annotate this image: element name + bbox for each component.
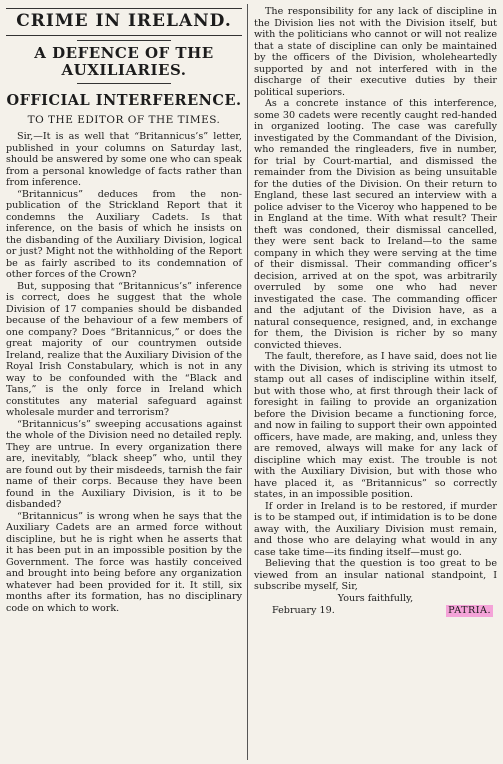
short-rule [77, 40, 171, 41]
short-rule [77, 83, 171, 84]
paragraph: The fault, therefore, as I have said, does not lie with the Division, which is striving its utmost to stamp out all cases of indiscipline within itself, but with those who, at first through their lack of foresight in failing to provide an organization before the Division became a functioning force, and now in failing to support their own appointed officers, have made, are making, and, unless they are removed, always will make for any lack of discipline which may exist. The trouble is not with the Auxiliary Division, but with those who have placed it, as “Britannicus” so correctly states, in an impossible position. [254, 351, 497, 500]
section-heading: OFFICIAL INTERFERENCE. [6, 92, 242, 109]
headline: CRIME IN IRELAND. [16, 11, 232, 31]
letter-date: February 19. [272, 605, 335, 616]
column-divider [247, 4, 248, 760]
paragraph: “Britannicus” deduces from the non-publication of the Strickland Report that it condemns the Auxiliary Cadets. Is that inference, on the basis of which he insists on the disbanding of the Auxiliary Division, logical or just? Might not the withholding of the Report be as fairly ascribed to its condemnation of other forces of the Crown? [6, 188, 242, 280]
right-column [254, 6, 497, 617]
headline-rule [6, 35, 242, 36]
paragraph: “Britannicus” is wrong when he says that the Auxiliary Cadets are an armed force without discipline, but he is right when he asserts that it has been put in an impossible position by the Government. The force was hastily conceived and brought into being before any organization whatever had been provided for it. It still, six months after its formation, has no disciplinary code on which to work. [6, 510, 242, 614]
paragraph: The responsibility for any lack of discipline in the Division lies not with the Division itself, but with the politicians who cannot or will not realize that a state of discipline can only be maintained by the officers of the Division, wholeheartedly supported by and not interfered with in the discharge of their executive duties by their political superiors. [254, 6, 497, 98]
paragraph: “Britannicus’s” sweeping accusations against the whole of the Division need no detailed reply. They are untrue. In every organization there are, inevitably, “black sheep” who, until they are found out by their misdeeds, tarnish the fair name of their corps. Because they have been found in the Auxiliary Division, is it to be disbanded? [6, 418, 242, 510]
paragraph: Sir,—It is as well that “Britannicus’s” letter, published in your columns on Saturday last, should be answered by some one who can speak from a personal knowledge of facts rather than from inference. [6, 131, 242, 188]
closing: Yours faithfully, [337, 592, 414, 604]
subhead: A DEFENCE OF THE AUXILIARIES. [34, 44, 214, 79]
salutation: TO THE EDITOR OF THE TIMES. [27, 114, 221, 126]
paragraph: As a concrete instance of this interference, some 30 cadets were recently caught red-handed in organized looting. The case was carefully investigated by the Commandant of the Division, who remanded the ringleaders, five in number, for trial by Court-martial, and dismissed the remainder from the Division as being unsuitable for the duties of the Division. On their return to England, these last secured an interview with a police adviser to the Viceroy who happened to be in England at the time. With what result? Their theft was condoned, their dismissal cancelled, they were sent back to Ireland—to the same company in which they were serving at the time of their dismissal. Their commanding officer’s decision, arrived at on the spot, was arbitrarily overruled by some one who had never investigated the case. The commanding officer and the adjutant of the Division have, as a natural consequence, resigned, and, in exchange for them, the Division is richer by so many convicted thieves. [254, 98, 497, 351]
paragraph: If order in Ireland is to be restored, if murder is to be stamped out, if intimidation is to be done away with, the Auxiliary Division must remain, and those who are delaying what would in any case take time—its finding itself—must go. [254, 500, 497, 558]
paragraph: But, supposing that “Britannicus’s” inference is correct, does he suggest that the whole Division of 17 companies should be disbanded because of the behaviour of a few members of one company? Does “Britannicus,” or does the great majority of our countrymen outside Ireland, realize that the Auxiliary Division of the Royal Irish Constabulary, which is not in any way to be confounded with the “Black and Tans,” is the only force in Ireland which constitutes any material safeguard against wholesale murder and terrorism? [6, 280, 242, 418]
signature-line [254, 605, 497, 617]
left-column [6, 6, 242, 614]
paragraph: Believing that the question is too great to be viewed from an insular national standpoint, I subscribe myself, Sir, [254, 558, 497, 592]
signature: PATRIA. [448, 605, 491, 616]
top-rule [6, 8, 242, 9]
